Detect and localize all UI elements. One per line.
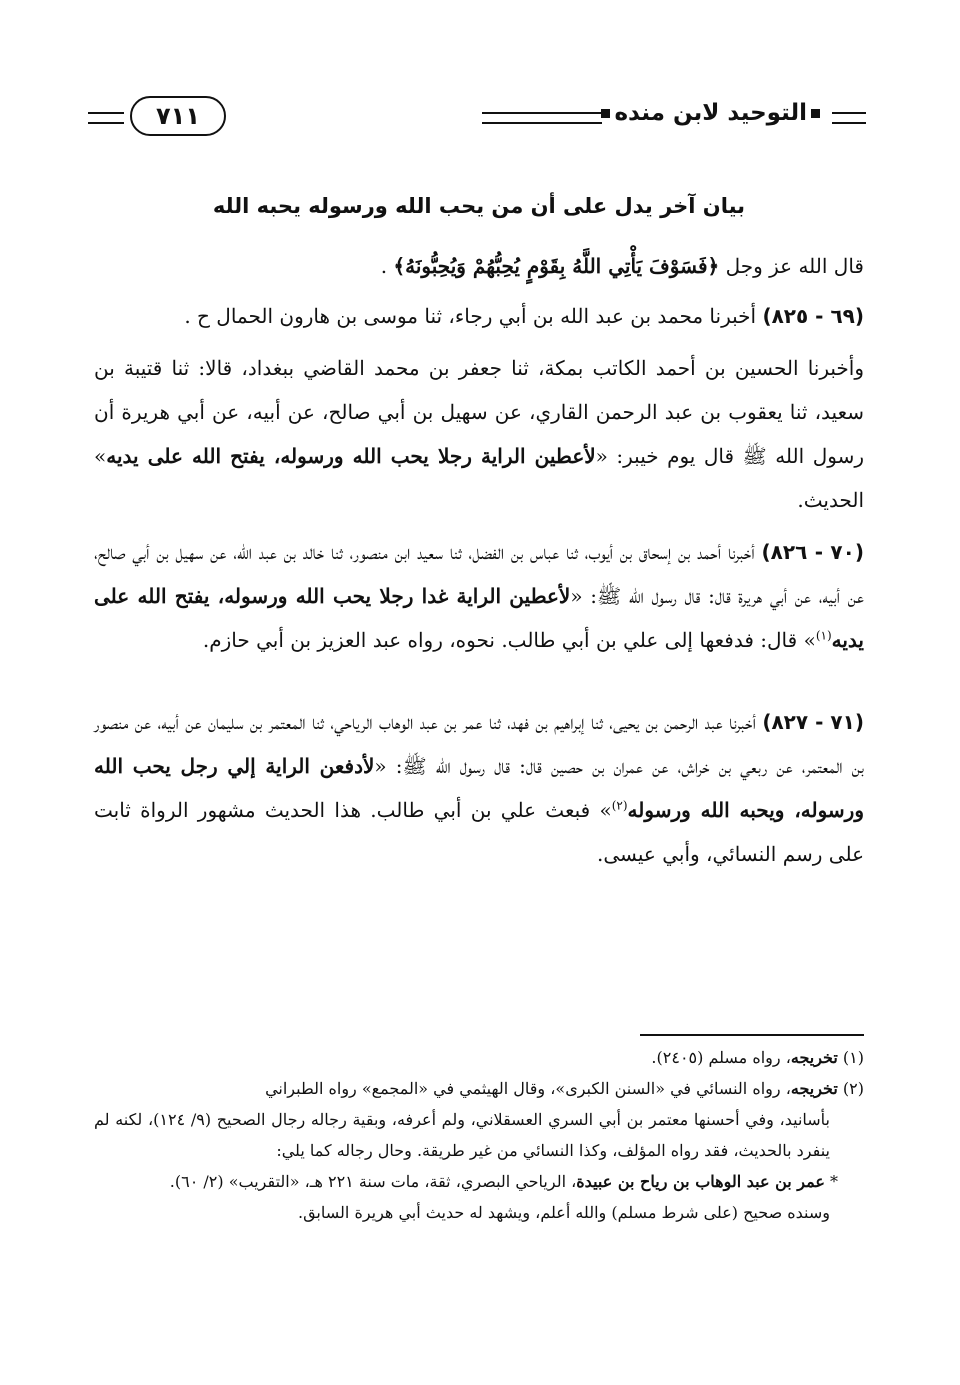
hadith-826 bbox=[94, 530, 864, 662]
hadith-ref-826: (٧٠ - ٨٢٦) bbox=[761, 540, 864, 564]
quran-end: . bbox=[380, 254, 394, 278]
hadith-827-matn: لأدفعن الراية إلي رجل يحب الله ورسوله، ويحبه الله ورسوله bbox=[94, 754, 864, 822]
hadith-827-after: » فبعث علي بن أبي طالب. هذا الحديث مشهور الرواة ثابت على رسم النسائي، وأبي عيسى. bbox=[94, 798, 864, 866]
footnote-2 bbox=[94, 1073, 864, 1104]
chain-text-before: وأخبرنا الحسين بن أحمد الكاتب بمكة، ثنا جعفر بن محمد القاضي ببغداد، قالا: ثنا قتيبة بن سعيد، ثنا يعقوب بن عبد الرحمن القاري، عن سهيل بن أبي صالح، عن أبيه، عن أبي هريرة أن رسول الله ﷺ قال يوم خيبر: « bbox=[94, 356, 864, 468]
footnote-1 bbox=[94, 1042, 864, 1073]
footnote-separator bbox=[640, 1034, 864, 1036]
hadith-825-chain bbox=[94, 346, 864, 522]
square-ornament-icon bbox=[601, 109, 610, 118]
footnote-2-number: (٢) bbox=[837, 1079, 864, 1098]
main-text bbox=[94, 194, 864, 884]
running-header bbox=[88, 96, 866, 140]
footnote-1-text: ، رواه مسلم (٢٤٠٥). bbox=[651, 1048, 791, 1067]
chapter-title: بيان آخر يدل على أن من يحب الله ورسوله يحبه الله bbox=[212, 194, 746, 218]
hadith-ref-825: (٦٩ - ٨٢٥) bbox=[762, 304, 864, 328]
footnote-1-label: تخريجه bbox=[790, 1048, 838, 1067]
header-rule-right bbox=[832, 112, 866, 124]
hadith-text-825: أخبرنا محمد بن عبد الله بن أبي رجاء، ثنا موسى بن هارون الحمال ح . bbox=[184, 304, 763, 328]
footnote-1-number: (١) bbox=[837, 1048, 864, 1067]
hadith-ref-827: (٧١ - ٨٢٧) bbox=[762, 710, 864, 734]
header-rule-middle bbox=[482, 112, 602, 124]
hadith-827-before: أخبرنا عبد الرحمن بن يحيى، ثنا إبراهيم بن فهد، ثنا عمر بن عبد الوهاب الرياحي، ثنا المعتمر بن سليمان عن أبيه، عن منصور بن المعتمر، عن ربعي بن خراش، عن عمران بن حصين قال: قال رسول الله ﷺ: « bbox=[94, 710, 864, 778]
footnote-2-label: تخريجه bbox=[790, 1079, 838, 1098]
footnote-2-continuation: بأسانيد، وفي أحسنها معتمر بن أبي السري العسقلاني، ولم أعرفه، وبقية رجاله رجال الصحيح (٩/ ١٢٤)، لكنه لم ينفرد بالحديث، فقد رواه المؤلف، وكذا النسائي من غير طريقة. وحال رجاله كما يلي: bbox=[94, 1110, 830, 1160]
chain-text-after: » الحديث. bbox=[94, 444, 864, 512]
square-ornament-icon bbox=[811, 109, 820, 118]
footnote-2-narrator bbox=[94, 1166, 864, 1197]
footnotes bbox=[94, 1042, 864, 1228]
bullet-star-icon: * bbox=[824, 1172, 838, 1191]
footnote-2-line1: ، رواه النسائي في «السنن الكبرى»، وقال الهيثمي في «المجمع» رواه الطبراني bbox=[265, 1079, 791, 1098]
narrator-name: عمر بن عبد الوهاب بن رياح بن عبيدة bbox=[576, 1172, 825, 1191]
hadith-matn: لأعطين الراية رجلا يحب الله ورسوله، يفتح الله على يديه bbox=[106, 444, 596, 468]
footnote-2-closing: وسنده صحيح (على شرط مسلم) والله أعلم، ويشهد له حديث أبي هريرة السابق. bbox=[298, 1203, 830, 1222]
footnote-mark-1[interactable]: (١) bbox=[815, 628, 832, 643]
narrator-details: ، الرياحي البصري، ثقة، مات سنة ٢٢١ هـ، «التقريب» (٢/ ٦٠). bbox=[169, 1172, 577, 1191]
spacer bbox=[94, 670, 864, 700]
hadith-825 bbox=[94, 294, 864, 338]
quran-paragraph bbox=[94, 244, 864, 288]
hadith-826-matn: لأعطين الراية غدا رجلا يحب الله ورسوله، يفتح الله على يديه bbox=[94, 584, 864, 652]
page-number: ٧١١ bbox=[130, 96, 226, 136]
quran-verse: ﴿فَسَوْفَ يَأْتِي اللَّهُ بِقَوْمٍ يُحِبُّهُمْ وَيُحِبُّونَهُ﴾ bbox=[393, 254, 720, 278]
quran-intro: قال الله عز وجل bbox=[719, 254, 864, 278]
header-rule-left bbox=[88, 112, 124, 124]
hadith-827 bbox=[94, 700, 864, 876]
book-title bbox=[597, 100, 824, 126]
hadith-826-before: أخبرنا أحمد بن إسحاق بن أيوب، ثنا عباس بن الفضل، ثنا سعيد ابن منصور، ثنا خالد بن عبد الله، عن سهيل بن أبي صالح، عن أبيه، عن أبي هريرة قال: قال رسول الله ﷺ: « bbox=[94, 540, 864, 608]
hadith-826-after: » قال: فدفعها إلى علي بن أبي طالب. نحوه، رواه عبد العزيز بن أبي حازم. bbox=[202, 628, 816, 652]
footnote-mark-2[interactable]: (٢) bbox=[611, 798, 628, 813]
book-title-text: التوحيد لابن منده bbox=[614, 100, 807, 126]
